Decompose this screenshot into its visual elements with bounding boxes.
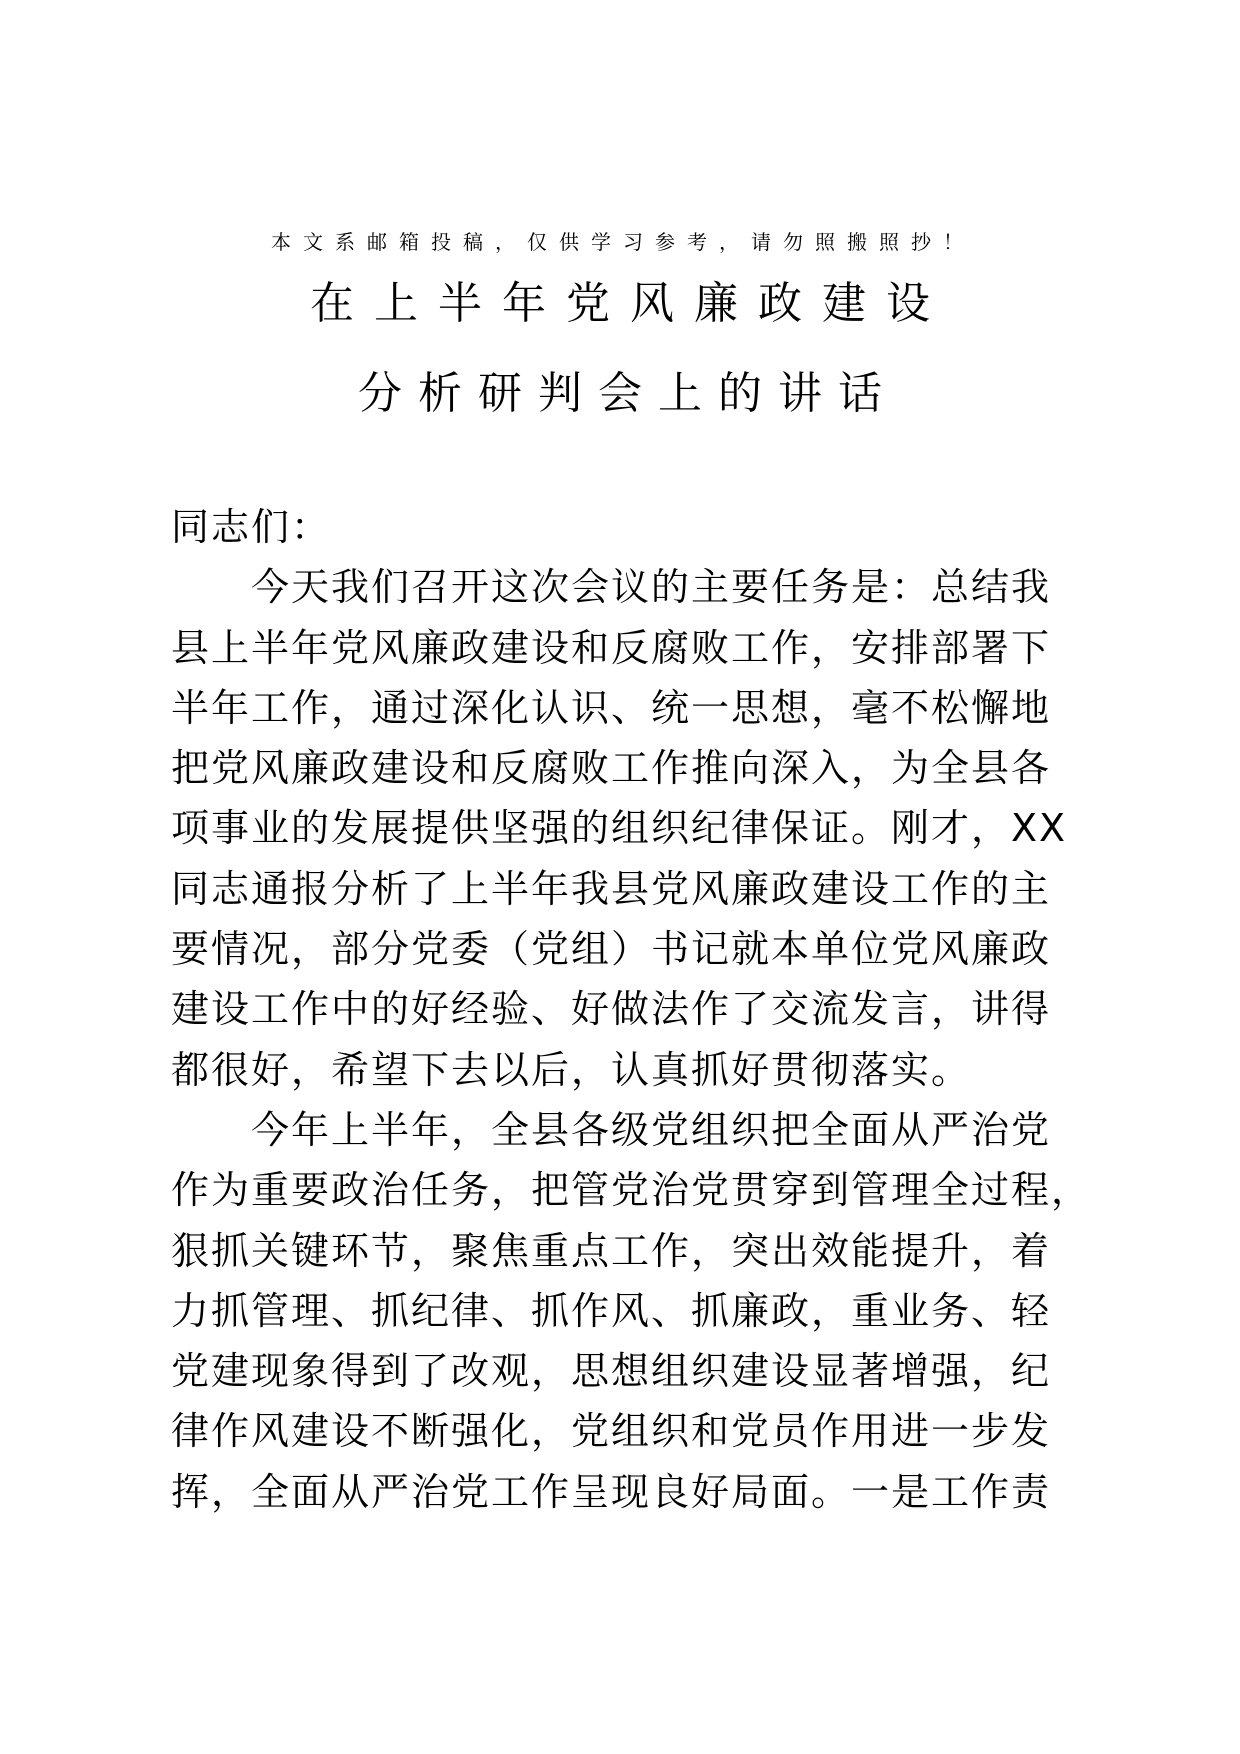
paragraph-line: 建设工作中的好经验、好做法作了交流发言，讲得: [171, 987, 1052, 1032]
salutation: 同志们：: [171, 505, 332, 549]
paragraph-line: 律作风建设不断强化，党组织和党员作用进一步发: [171, 1409, 1052, 1454]
paragraph-line: 同志通报分析了上半年我县党风廉政建设工作的主: [171, 866, 1052, 911]
paragraph-line: 项事业的发展提供坚强的组织纪律保证。刚才，XX: [171, 806, 1068, 851]
document-body: [171, 497, 1111, 1522]
paragraph-line: 半年工作，通过深化认识、统一思想，毫不松懈地: [171, 685, 1052, 730]
paragraph-line: 力抓管理、抓纪律、抓作风、抓廉政，重业务、轻: [171, 1288, 1052, 1333]
paragraph: [171, 1100, 1111, 1522]
paragraph: [171, 557, 1111, 1100]
disclaimer-notice: 本文系邮箱投稿，仅供学习参考，请勿照搬照抄！: [271, 230, 975, 254]
paragraph-line: 要情况，部分党委（党组）书记就本单位党风廉政: [171, 927, 1052, 972]
paragraph-line: 今年上半年，全县各级党组织把全面从严治党: [251, 1107, 1052, 1152]
paragraph-line: 狠抓关键环节，聚焦重点工作，突出效能提升，着: [171, 1228, 1052, 1273]
paragraphs: [171, 557, 1111, 1522]
paragraph-line: 今天我们召开这次会议的主要任务是：总结我: [251, 565, 1052, 610]
paragraph-line: 挥，全面从严治党工作呈现良好局面。一是工作责: [171, 1469, 1052, 1514]
document-title-line-1: 在上半年党风廉政建设: [310, 278, 950, 329]
paragraph-line: 把党风廉政建设和反腐败工作推向深入，为全县各: [171, 746, 1052, 791]
paragraph-line: 都很好，希望下去以后，认真抓好贯彻落实。: [171, 1047, 972, 1092]
paragraph-line: 党建现象得到了改观，思想组织建设显著增强，纪: [171, 1349, 1052, 1394]
paragraph-line: 作为重要政治任务，把管党治党贯穿到管理全过程，: [171, 1168, 1092, 1213]
document-title-line-2: 分析研判会上的讲话: [358, 368, 898, 419]
paragraph-line: 县上半年党风廉政建设和反腐败工作，安排部署下: [171, 625, 1052, 670]
